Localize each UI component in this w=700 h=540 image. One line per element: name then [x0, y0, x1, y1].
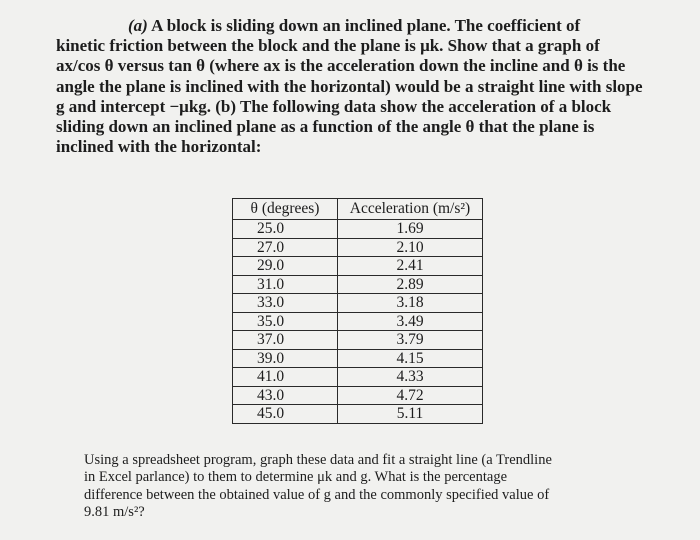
problem-line-1: (a) A block is sliding down an inclined plane. The coefficient of [128, 16, 581, 35]
cell-acceleration: 4.33 [338, 368, 483, 387]
problem-line-7: inclined with the horizontal: [56, 137, 262, 157]
table-row [233, 275, 483, 294]
cell-theta: 43.0 [233, 386, 338, 405]
table-body [233, 220, 483, 424]
problem-statement [56, 16, 656, 157]
question-line-2: in Excel parlance) to them to determine μk and g. What is the percentage [84, 469, 508, 486]
table-row [233, 220, 483, 239]
cell-theta: 31.0 [233, 275, 338, 294]
cell-theta: 33.0 [233, 294, 338, 313]
table-row [233, 405, 483, 424]
cell-acceleration: 2.89 [338, 275, 483, 294]
table-row [233, 312, 483, 331]
problem-line-5: g and intercept −μkg. (b) The following data show the acceleration of a block [56, 96, 612, 116]
cell-theta: 39.0 [233, 349, 338, 368]
cell-theta: 45.0 [233, 405, 338, 424]
cell-theta: 29.0 [233, 257, 338, 276]
cell-theta: 27.0 [233, 238, 338, 257]
data-table [232, 198, 483, 424]
table-row [233, 368, 483, 387]
header-acceleration: Acceleration (m/s²) [338, 199, 483, 220]
cell-acceleration: 3.79 [338, 331, 483, 350]
question-line-1: Using a spreadsheet program, graph these data and fit a straight line (a Trendline [84, 452, 552, 468]
problem-line-2: kinetic friction between the block and the plane is μk. Show that a graph of [56, 36, 600, 56]
table-row [233, 238, 483, 257]
cell-acceleration: 2.41 [338, 257, 483, 276]
part-a-label: (a) [128, 16, 148, 35]
cell-acceleration: 2.10 [338, 238, 483, 257]
cell-acceleration: 5.11 [338, 405, 483, 424]
cell-acceleration: 4.72 [338, 386, 483, 405]
problem-line-4: angle the plane is inclined with the horizontal) would be a straight line with slope [56, 76, 643, 96]
table-header-row [233, 199, 483, 220]
table-row [233, 257, 483, 276]
cell-theta: 41.0 [233, 368, 338, 387]
cell-acceleration: 3.18 [338, 294, 483, 313]
cell-acceleration: 1.69 [338, 220, 483, 239]
table-row [233, 294, 483, 313]
cell-acceleration: 3.49 [338, 312, 483, 331]
cell-theta: 35.0 [233, 312, 338, 331]
question-text [84, 452, 624, 521]
table-row [233, 331, 483, 350]
cell-acceleration: 4.15 [338, 349, 483, 368]
header-theta: θ (degrees) [233, 199, 338, 220]
problem-line-6: sliding down an inclined plane as a function of the angle θ that the plane is [56, 117, 595, 137]
table-row [233, 386, 483, 405]
question-line-3: difference between the obtained value of g and the commonly specified value of [84, 486, 550, 503]
cell-theta: 25.0 [233, 220, 338, 239]
problem-line-3: ax/cos θ versus tan θ (where ax is the acceleration down the incline and θ is the [56, 56, 626, 76]
table-row [233, 349, 483, 368]
cell-theta: 37.0 [233, 331, 338, 350]
question-line-4: 9.81 m/s²? [84, 503, 145, 520]
